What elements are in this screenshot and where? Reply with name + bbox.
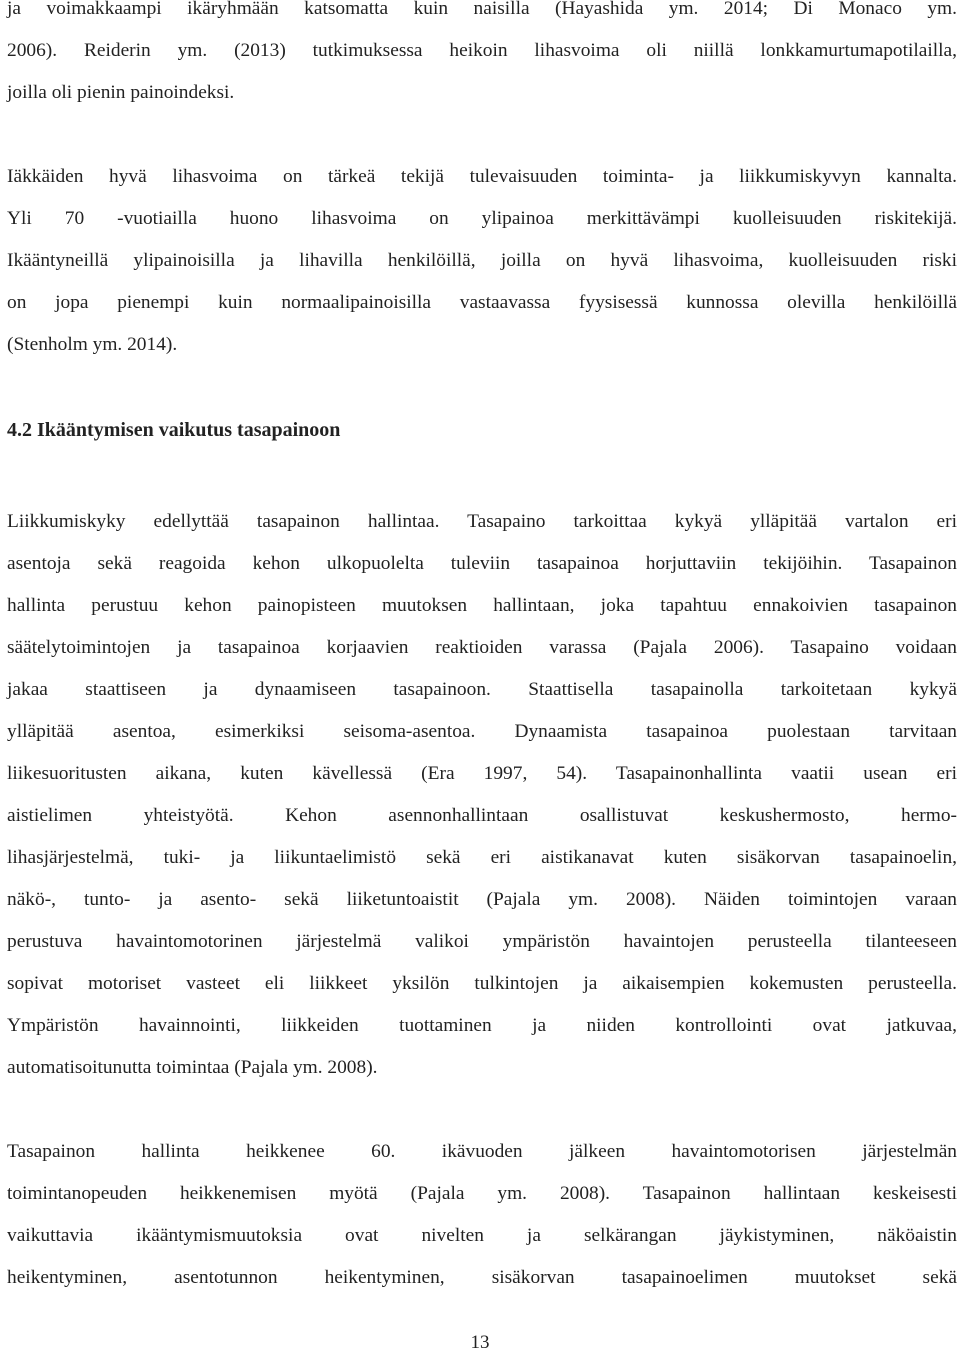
paragraph-line: vaikuttavia ikääntymismuutoksia ovat nivelten ja selkärangan jäykistyminen, näköaistin: [7, 1225, 957, 1246]
paragraph-line: säätelytoimintojen ja tasapainoa korjaavien reaktioiden varassa (Pajala 2006). Tasapaino voidaan: [7, 637, 957, 658]
paragraph-line: aistielimen yhteistyötä. Kehon asennonhallintaan osallistuvat keskushermosto, hermo-: [7, 805, 957, 826]
intro-line: ja voimakkaampi ikäryhmään katsomatta kuin naisilla (Hayashida ym. 2014; Di Monaco ym.: [7, 0, 957, 19]
paragraph-line: Liikkumiskyky edellyttää tasapainon hallintaa. Tasapaino tarkoittaa kykyä ylläpitää vartalon eri: [7, 511, 957, 532]
paragraph-line: Iäkkäiden hyvä lihasvoima on tärkeä tekijä tulevaisuuden toiminta- ja liikkumiskyvyn kannalta.: [7, 166, 957, 187]
paragraph-line: ylläpitää asentoa, esimerkiksi seisoma-asentoa. Dynaamista tasapainoa puolestaan tarvitaan: [7, 721, 957, 742]
paragraph-line: Yli 70 -vuotiailla huono lihasvoima on ylipainoa merkittävämpi kuolleisuuden riskitekijä.: [7, 208, 957, 229]
paragraph-line: Tasapainon hallinta heikkenee 60. ikävuoden jälkeen havaintomotorisen järjestelmän: [7, 1141, 957, 1162]
paragraph-line: lihasjärjestelmä, tuki- ja liikuntaelimistö sekä eri aistikanavat kuten sisäkorvan tasapainoelin,: [7, 847, 957, 868]
paragraph-line: (Stenholm ym. 2014).: [7, 334, 178, 355]
section-heading: 4.2 Ikääntymisen vaikutus tasapainoon: [7, 419, 341, 441]
paragraph-line: automatisoitunutta toimintaa (Pajala ym. 2008).: [7, 1057, 378, 1078]
paragraph-line: asentoja sekä reagoida kehon ulkopuolelta tuleviin tasapainoa horjuttaviin tekijöihin. Tasapainon: [7, 553, 957, 574]
paragraph-line: Ikääntyneillä ylipainoisilla ja lihavilla henkilöillä, joilla on hyvä lihasvoima, kuolleisuuden riski: [7, 250, 957, 271]
paragraph-line: näkö-, tunto- ja asento- sekä liiketuntoaistit (Pajala ym. 2008). Näiden toimintojen varaan: [7, 889, 957, 910]
page-number: 13: [470, 1332, 490, 1353]
paragraph-line: perustuva havaintomotorinen järjestelmä valikoi ympäristön havaintojen perusteella tilanteeseen: [7, 931, 957, 952]
intro-line: joilla oli pienin painoindeksi.: [7, 82, 235, 103]
intro-line: 2006). Reiderin ym. (2013) tutkimuksessa heikoin lihasvoima oli niillä lonkkamurtumapotilailla,: [7, 40, 957, 61]
paragraph-line: jakaa staattiseen ja dynaamiseen tasapainoon. Staattisella tasapainolla tarkoitetaan kykyä: [7, 679, 957, 700]
paragraph-line: liikesuoritusten aikana, kuten kävellessä (Era 1997, 54). Tasapainonhallinta vaatii usean eri: [7, 763, 957, 784]
paragraph-line: Ympäristön havainnointi, liikkeiden tuottaminen ja niiden kontrollointi ovat jatkuvaa,: [7, 1015, 957, 1036]
paragraph-line: toimintanopeuden heikkenemisen myötä (Pajala ym. 2008). Tasapainon hallintaan keskeisesti: [7, 1183, 957, 1204]
paragraph-line: heikentyminen, asentotunnon heikentyminen, sisäkorvan tasapainoelimen muutokset sekä: [7, 1267, 957, 1288]
paragraph-line: sopivat motoriset vasteet eli liikkeet yksilön tulkintojen ja aikaisempien kokemusten perusteella.: [7, 973, 957, 994]
paragraph-line: on jopa pienempi kuin normaalipainoisilla vastaavassa fyysisessä kunnossa olevilla henkilöillä: [7, 292, 957, 313]
paragraph-line: hallinta perustuu kehon painopisteen muutoksen hallintaan, joka tapahtuu ennakoivien tasapainon: [7, 595, 957, 616]
